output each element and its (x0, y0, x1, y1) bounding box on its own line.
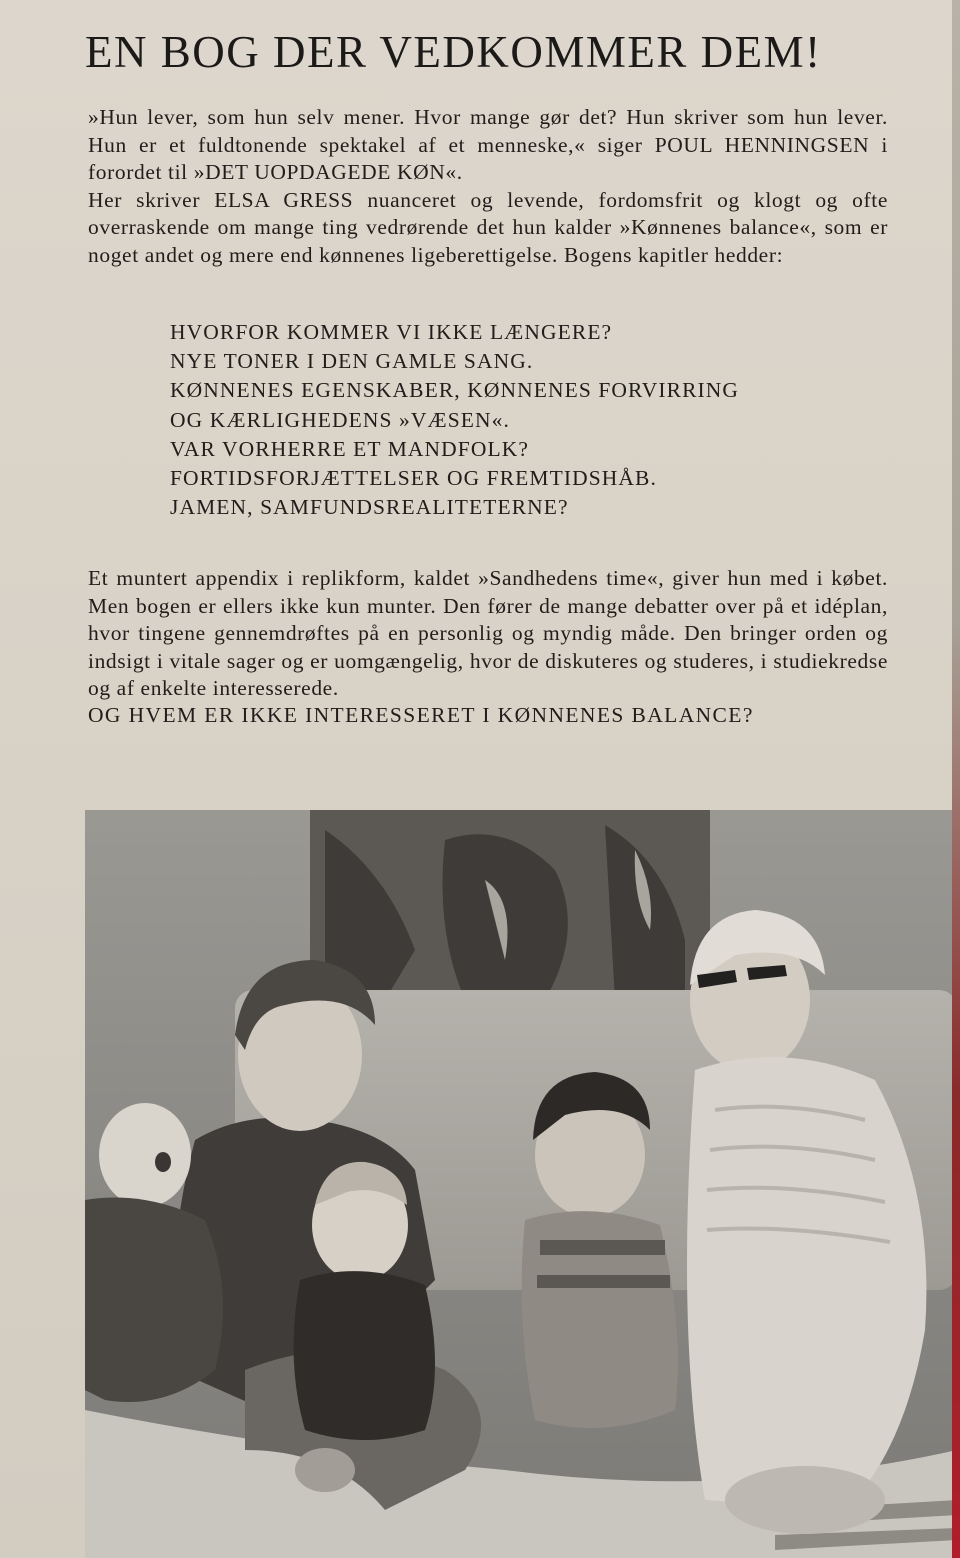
toddler-socks (295, 1448, 355, 1492)
spine-edge (952, 0, 960, 1558)
outro-paragraph: Et muntert appendix i replikform, kaldet »Sandhedens time«, giver hun med i købet. Men bogen er ellers ikke kun munter. Den fører de mange debatter over på et idéplan, hvor tingene gennemdrøftes på en personlig og myndig måde. Den bringer orden og indsigt i vitale sager og er uomgængelig, hvor de diskuteres og studeres, i studiekredse og af enkelte interesserede. (88, 566, 888, 701)
chapter-item: HVORFOR KOMMER VI IKKE LÆNGERE? (170, 320, 613, 344)
baby-left-mouth (155, 1152, 171, 1172)
chapter-item: NYE TONER I DEN GAMLE SANG. (170, 349, 534, 374)
outro-text (88, 565, 888, 703)
closing-question: OG HVEM ER IKKE INTERESSERET I KØNNENES BALANCE? (88, 703, 754, 727)
intro-paragraph-1: »Hun lever, som hun selv mener. Hvor mange gør det? Hun skriver som hun lever. Hun er et fuldtonende spektakel af et menneske,« siger POUL HENNINGSEN i forordet til »DET UOPDAGEDE KØN«. (88, 105, 888, 185)
baby-left-head (99, 1103, 191, 1207)
intro-paragraph-2: Her skriver ELSA GRESS nuanceret og levende, fordomsfrit og klogt og ofte overraskende om mange ting vedrørende det hun kalder »Kønnenes balance«, som er noget andet og mere end kønnenes ligeberettigelse. Bogens kapitler hedder: (88, 187, 888, 267)
chapter-item: OG KÆRLIGHEDENS »VÆSEN«. (170, 407, 510, 432)
chapter-item: VAR VORHERRE ET MANDFOLK? (170, 436, 529, 461)
headline: EN BOG DER VEDKOMMER DEM! (85, 27, 822, 77)
woman-body (687, 1057, 926, 1510)
family-photo-illustration (85, 810, 957, 1558)
chapter-list (170, 318, 890, 522)
chapter-item: JAMEN, SAMFUNDSREALITETERNE? (170, 495, 569, 520)
chapter-item: KØNNENES EGENSKABER, KØNNENES FORVIRRING (170, 378, 740, 403)
family-photo (85, 810, 957, 1558)
chapter-item: FORTIDSFORJÆTTELSER OG FREMTIDSHÅB. (170, 466, 657, 491)
baby-left-body (85, 1198, 223, 1403)
toddler-body (294, 1271, 435, 1440)
woman-shoe (725, 1466, 885, 1534)
intro-text (88, 104, 888, 270)
